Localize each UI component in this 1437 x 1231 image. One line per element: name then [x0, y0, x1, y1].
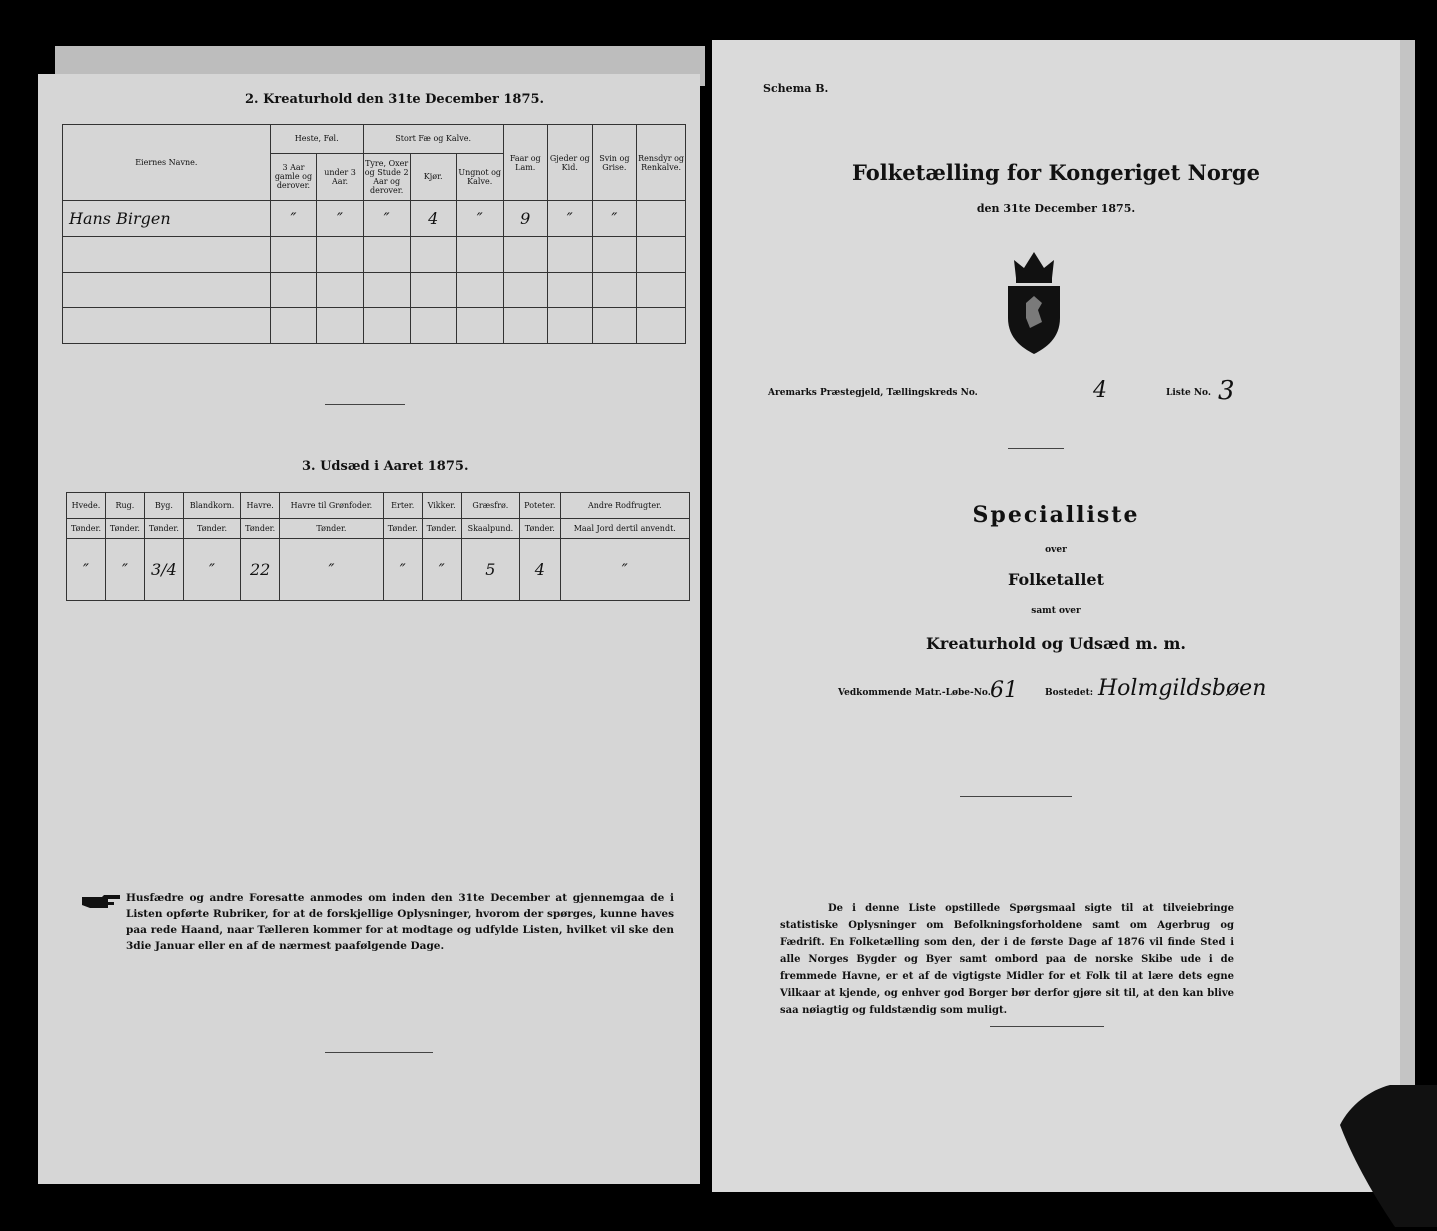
main-title: Folketælling for Kongeriget Norge [852, 160, 1260, 185]
group-stort: Stort Fæ og Kalve. [363, 125, 503, 154]
table-cell [637, 201, 686, 237]
column-header: Byg. [144, 493, 183, 519]
column-unit: Tønder. [280, 519, 384, 539]
column-header: Erter. [383, 493, 422, 519]
liste-label: Liste No. [1166, 388, 1212, 398]
kreatur-table [62, 124, 686, 344]
table-cell: ″ [363, 201, 410, 237]
over-label: over [1045, 545, 1067, 555]
column-unit: Tønder. [241, 519, 280, 539]
column-unit: Tønder. [422, 519, 461, 539]
table-cell: ″ [456, 201, 503, 237]
section-2-title: 2. Kreaturhold den 31te December 1875. [245, 92, 545, 107]
column-header: Havre til Grønfoder. [280, 493, 384, 519]
footer-text: De i denne Liste opstillede Spørgsmaal sigte til at tilveiebringe statistiske Oplysninger om Befolkningsforholdene samt om Agerbrug og Fædrift. En Folketælling som den, der i de første Dage af 1876 vil finde Sted i alle Norges Bygder og Byer samt ombord paa de norske Skibe ude i de fremmede Havne, er et af de vigtigste Midler for et Folk til at lære dets egne Vilkaar at kjende, og enhver god Borger bør derfor gjøre sit til, at den kan blive saa nøiagtig og fuldstændig som muligt. [780, 903, 1234, 1016]
table-cell: ″ [105, 539, 144, 601]
table-cell: 22 [241, 539, 280, 601]
column-unit: Tønder. [383, 519, 422, 539]
bosted-value: Holmgildsbøen [1098, 676, 1267, 701]
column-unit: Tønder. [520, 519, 561, 539]
column-header: Hvede. [67, 493, 106, 519]
table-cell: ″ [383, 539, 422, 601]
col-rensdyr: Rensdyr og Renkalve. [637, 125, 686, 201]
bosted-label: Bostedet: [1045, 688, 1094, 698]
column-unit: Tønder. [183, 519, 240, 539]
column-unit: Tønder. [105, 519, 144, 539]
col-svin: Svin og Grise. [592, 125, 637, 201]
col-faar: Faar og Lam. [503, 125, 547, 201]
liste-number: 3 [1218, 376, 1235, 406]
folketallet-heading: Folketallet [1008, 570, 1104, 589]
col-stort-a: Tyre, Oxer og Stude 2 Aar og derover. [363, 153, 410, 201]
column-unit: Tønder. [67, 519, 106, 539]
table-cell: ″ [270, 201, 317, 237]
table-cell: ″ [317, 201, 364, 237]
divider [960, 796, 1072, 797]
table-cell: 9 [503, 201, 547, 237]
column-unit: Tønder. [144, 519, 183, 539]
prestegjeld-label: Aremarks Præstegjeld, Tællingskreds No. [768, 388, 978, 398]
samt-over-label: samt over [1031, 606, 1081, 616]
table-cell: 4 [410, 201, 456, 237]
column-header: Poteter. [520, 493, 561, 519]
kreds-number: 4 [1093, 378, 1107, 403]
column-header: Andre Rodfrugter. [560, 493, 689, 519]
divider [1008, 448, 1064, 449]
col-gjeder: Gjeder og Kid. [547, 125, 592, 201]
finger-shadow [1340, 1085, 1437, 1227]
divider [325, 1052, 433, 1053]
table-cell: 5 [461, 539, 519, 601]
table-cell: ″ [547, 201, 592, 237]
table-cell: 3/4 [144, 539, 183, 601]
column-unit: Skaalpund. [461, 519, 519, 539]
table-cell: ″ [422, 539, 461, 601]
column-unit: Maal Jord dertil anvendt. [560, 519, 689, 539]
udsaed-table [66, 492, 690, 601]
table-cell: ″ [280, 539, 384, 601]
table-cell: ″ [183, 539, 240, 601]
schema-label: Schema B. [763, 82, 829, 95]
notice-text: Husfædre og andre Foresatte anmodes om inden den 31te December at gjennemgaa de i Listen opførte Rubriker, for at de forskjellige Oplysninger, hvorom der spørges, kunne haves paa rede Haand, naar Tælleren kommer for at modtage og udfylde Listen, hvilket vil ske den 3die Januar eller en af de nærmest paafølgende Dage. [126, 892, 674, 952]
pointing-hand-icon [80, 893, 122, 911]
col-stort-b: Kjør. [410, 153, 456, 201]
owner-name: Hans Birgen [63, 201, 271, 237]
column-header: Vikker. [422, 493, 461, 519]
group-heste: Heste, Føl. [270, 125, 363, 154]
col-heste-b: under 3 Aar. [317, 153, 364, 201]
kreatur-heading: Kreaturhold og Udsæd m. m. [926, 634, 1186, 653]
section-3-title: 3. Udsæd i Aaret 1875. [302, 459, 469, 474]
divider [325, 404, 405, 405]
table-cell: 4 [520, 539, 561, 601]
column-header: Rug. [105, 493, 144, 519]
matr-label: Vedkommende Matr.-Løbe-No. [838, 688, 991, 698]
table-cell: ″ [592, 201, 637, 237]
title-date: den 31te December 1875. [976, 202, 1136, 215]
table-cell: ″ [560, 539, 689, 601]
coat-of-arms-icon [1004, 248, 1064, 356]
table-cell: ″ [67, 539, 106, 601]
column-header: Havre. [241, 493, 280, 519]
specialliste-heading: Specialliste [972, 502, 1140, 528]
col-owner: Eiernes Navne. [63, 125, 271, 201]
col-stort-c: Ungnot og Kalve. [456, 153, 503, 201]
col-heste-a: 3 Aar gamle og derover. [270, 153, 317, 201]
divider [990, 1026, 1104, 1027]
column-header: Græsfrø. [461, 493, 519, 519]
matr-number: 61 [990, 678, 1018, 703]
column-header: Blandkorn. [183, 493, 240, 519]
